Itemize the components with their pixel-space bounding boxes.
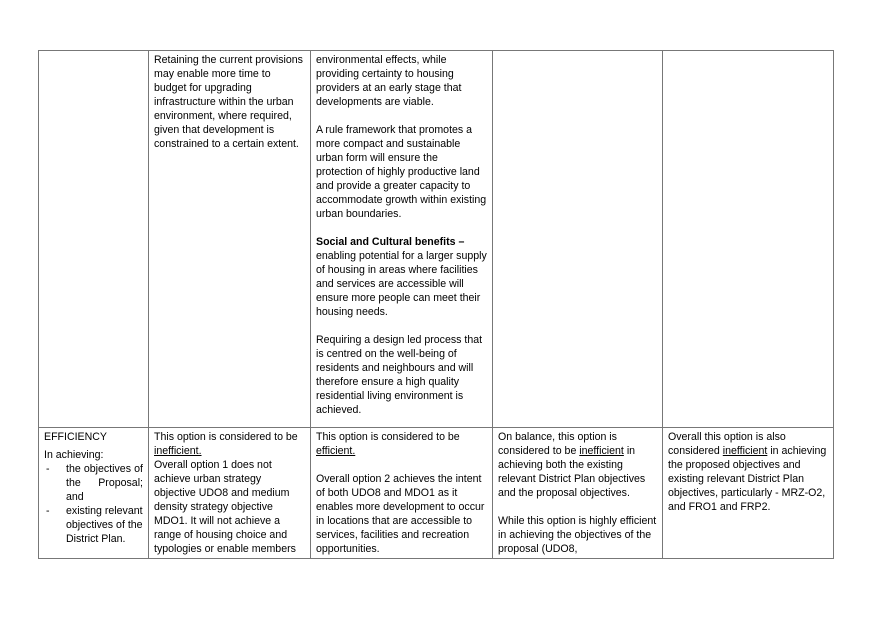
option1-cell	[149, 428, 311, 559]
option4-cell	[663, 51, 834, 428]
option2-para-2: A rule framework that promotes a more compact and sustainable urban form will ensure the protection of highly productive land and provide a greater capacity to accommodate growth within existing urban boundaries.	[316, 124, 487, 220]
criteria-list	[44, 462, 143, 546]
assessment-lead: On balance, this option is considered to be	[498, 431, 617, 457]
assessment-lead: This option is considered to be	[316, 431, 460, 443]
option3-assessment	[498, 430, 657, 500]
option2-cell	[311, 51, 493, 428]
option2-para-4: Requiring a design led process that is centred on the well-being of residents and neighbours and will therefore ensure a high quality residential living environment is achieved.	[316, 334, 483, 416]
options-table	[38, 50, 834, 559]
efficiency-heading: EFFICIENCY	[44, 431, 107, 443]
assessment-tail: in achieving both the existing relevant District Plan objectives and the proposal objectives.	[498, 445, 646, 499]
assessment-keyword: inefficient	[579, 445, 624, 457]
option2-assessment	[316, 430, 487, 458]
option4-assessment	[668, 430, 828, 514]
table-row	[39, 51, 834, 428]
assessment-lead: This option is considered to be	[154, 431, 298, 443]
assessment-keyword: efficient.	[316, 445, 356, 457]
assessment-lead: Overall this option is also considered	[668, 431, 786, 457]
assessment-keyword: inefficient.	[154, 445, 202, 457]
option2-cell	[311, 428, 493, 559]
criteria-cell	[39, 51, 149, 428]
efficiency-intro: In achieving:	[44, 449, 104, 461]
option1-body: Overall option 1 does not achieve urban strategy objective UDO8 and medium density strategy objective MDO1. It will not achieve a range of housing choice and typologies or enable members	[154, 459, 296, 555]
criteria-cell	[39, 428, 149, 559]
list-item: - existing relevant objectives of the District Plan.	[44, 504, 143, 546]
assessment-tail: in achieving the proposed objectives and existing relevant District Plan objectives, particularly - MRZ-O2, and FRO1 and FRP2.	[668, 445, 827, 513]
option1-assessment	[154, 430, 305, 458]
assessment-keyword: inefficient	[722, 445, 768, 457]
social-cultural-body: enabling potential for a larger supply of housing in areas where facilities and services are accessible will ensure more people can meet their housing needs.	[316, 250, 487, 318]
option4-cell	[663, 428, 834, 559]
table-row	[39, 428, 834, 559]
option2-body: Overall option 2 achieves the intent of both UDO8 and MDO1 as it enables more development to occur in locations that are accessible to services, facilities and recreation opportunities.	[316, 473, 485, 555]
option3-cell	[493, 428, 663, 559]
option3-body: While this option is highly efficient in achieving the objectives of the proposal (UDO8,	[498, 515, 657, 555]
option1-text: Retaining the current provisions may enable more time to budget for upgrading infrastructure within the urban environment, where required, given that development is constrained to a certain extent.	[154, 54, 303, 150]
list-item: - the objectives of the Proposal; and	[44, 462, 143, 504]
social-cultural-heading: Social and Cultural benefits –	[316, 236, 465, 248]
option3-cell	[493, 51, 663, 428]
option2-para-3	[316, 235, 487, 319]
option2-para-1: environmental effects, while providing certainty to housing providers at an early stage that developments are viable.	[316, 54, 462, 108]
option1-cell	[149, 51, 311, 428]
